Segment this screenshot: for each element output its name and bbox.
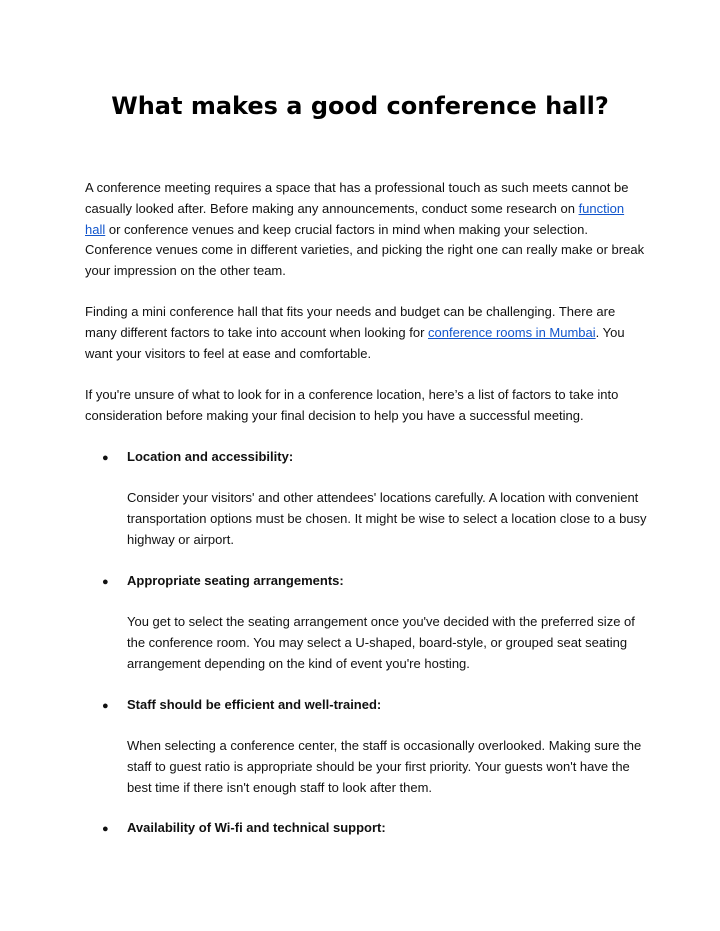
factor-heading-1: [102, 447, 662, 469]
factor-heading-2: [102, 571, 662, 593]
bullet-icon: ●: [102, 576, 109, 588]
page-title: What makes a good conference hall?: [111, 92, 609, 120]
factor-heading-text: Availability of Wi-fi and technical support:: [127, 820, 386, 835]
factor-heading-text: Appropriate seating arrangements:: [127, 573, 344, 588]
conference-rooms-mumbai-link[interactable]: conference rooms in Mumbai: [428, 324, 596, 340]
para2-text-2: . You want your visitors to feel at ease and comfortable.: [85, 324, 625, 361]
factor-text-1: Consider your visitors' and other attendees' locations carefully. A location with convenient transportation options must be chosen. It might be wise to select a location close to a busy highway or airport.: [127, 490, 647, 547]
factor-heading-text: Staff should be efficient and well-trained:: [127, 697, 382, 712]
bullet-icon: ●: [102, 452, 109, 464]
intro-text-1: A conference meeting requires a space that has a professional touch as such meets cannot be casually looked after. Before making any announcements, conduct some research on: [85, 180, 629, 216]
factor-text-2: You get to select the seating arrangement once you've decided with the preferred size of the conference room. You may select a U-shaped, board-style, or grouped seat seating arrangement depending on the kind of event you're hosting.: [127, 614, 635, 671]
bullet-icon: ●: [102, 700, 109, 712]
para2-text-1: Finding a mini conference hall that fits your needs and budget can be challenging. There are many different factors to take into account when looking for: [85, 304, 616, 340]
bullet-icon: ●: [102, 823, 109, 835]
intro-paragraph: [85, 178, 645, 282]
factor-heading-3: [102, 695, 662, 717]
factor-heading-text: Location and accessibility:: [127, 449, 294, 464]
paragraph-2: [85, 302, 645, 364]
function-hall-link[interactable]: function hall: [85, 200, 625, 237]
factor-text-3: When selecting a conference center, the staff is occasionally overlooked. Making sure the staff to guest ratio is appropriate should be your first priority. Your guests won't have the best time if there isn't enough staff to look after them.: [127, 738, 642, 795]
paragraph-3: If you're unsure of what to look for in a conference location, here’s a list of factors to take into consideration before making your final decision to help you have a successful meeting.: [85, 387, 619, 423]
intro-text-2: or conference venues and keep crucial factors in mind when making your selection. Conference venues come in different varieties, and picking the right one can really make or break your impression on the other team.: [85, 221, 645, 279]
factor-heading-4: [102, 818, 662, 840]
